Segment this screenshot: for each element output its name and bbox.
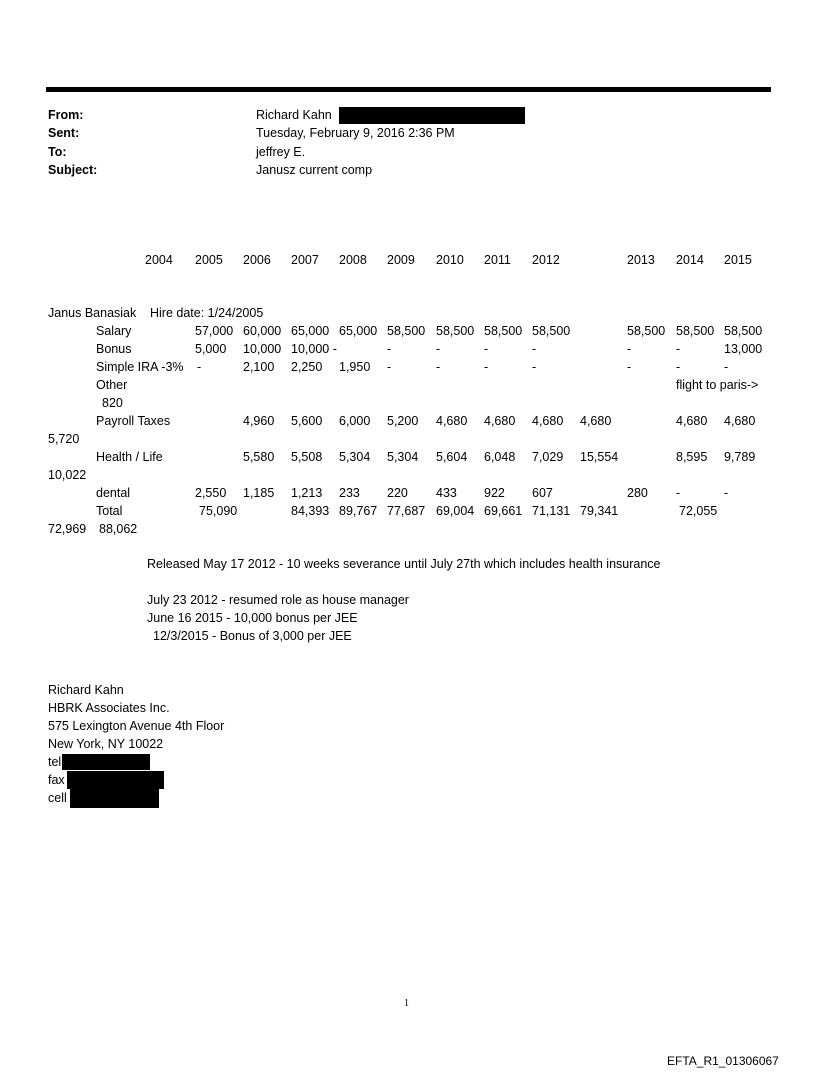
redacted-cell (70, 789, 159, 808)
table-cell: 13,000 (724, 342, 763, 356)
redacted-email (339, 107, 525, 124)
to-value: jeffrey E. (256, 145, 306, 159)
table-cell: 75,090 (199, 504, 238, 518)
table-cell: 1,185 (243, 486, 275, 500)
table-cell: 65,000 (339, 324, 378, 338)
header-rule (46, 87, 771, 92)
subject-value: Janusz current comp (256, 163, 373, 177)
fax-label: fax (48, 773, 65, 787)
row-label: Bonus (96, 342, 132, 356)
year-cell: 2010 (436, 253, 464, 267)
table-cell: 10,000 - (291, 342, 337, 356)
table-cell: 9,789 (724, 450, 756, 464)
table-cell: - (627, 342, 632, 356)
table-cell: 4,680 (436, 414, 468, 428)
hire-date: Hire date: 1/24/2005 (150, 306, 264, 320)
table-cell: - (197, 360, 202, 374)
year-cell: 2009 (387, 253, 415, 267)
note-bonus-june: June 16 2015 - 10,000 bonus per JEE (147, 611, 358, 625)
row-label: Payroll Taxes (96, 414, 171, 428)
row-label: Other (96, 378, 128, 392)
table-cell: 1,950 (339, 360, 371, 374)
table-cell: 8,595 (676, 450, 708, 464)
table-cell: 77,687 (387, 504, 426, 518)
table-cell: - (436, 360, 441, 374)
table-cell: 71,131 (532, 504, 571, 518)
table-cell: 5,580 (243, 450, 275, 464)
other-note: flight to paris-> (676, 378, 759, 392)
year-cell: 2008 (339, 253, 367, 267)
from-label: From: (48, 108, 84, 122)
table-cell: 89,767 (339, 504, 378, 518)
table-cell: 58,500 (484, 324, 523, 338)
table-cell: 69,004 (436, 504, 475, 518)
table-cell: 5,304 (339, 450, 371, 464)
table-cell: 60,000 (243, 324, 282, 338)
table-cell: 4,680 (484, 414, 516, 428)
table-cell: 5,304 (387, 450, 419, 464)
from-value: Richard Kahn (256, 108, 332, 122)
table-cell: - (724, 360, 729, 374)
table-cell: 433 (436, 486, 457, 500)
table-cell: 84,393 (291, 504, 330, 518)
table-cell: 4,680 (532, 414, 564, 428)
employee-name: Janus Banasiak (48, 306, 137, 320)
table-cell: 79,341 (580, 504, 619, 518)
year-cell: 2004 (145, 253, 173, 267)
year-cell: 2006 (243, 253, 271, 267)
table-cell: 72,969 (48, 522, 87, 536)
table-cell: 69,661 (484, 504, 523, 518)
row-label: Total (96, 504, 123, 518)
table-cell: 233 (339, 486, 360, 500)
table-cell: 15,554 (580, 450, 619, 464)
table-cell: 57,000 (195, 324, 234, 338)
table-cell: - (484, 360, 489, 374)
table-cell: 607 (532, 486, 553, 500)
table-cell: 58,500 (387, 324, 426, 338)
subject-label: Subject: (48, 163, 98, 177)
sent-label: Sent: (48, 126, 80, 140)
cell-label: cell (48, 791, 67, 805)
table-cell: - (387, 360, 392, 374)
redacted-tel (62, 754, 150, 770)
table-cell: 6,048 (484, 450, 516, 464)
table-cell: - (676, 360, 681, 374)
table-cell: 4,680 (580, 414, 612, 428)
sent-value: Tuesday, February 9, 2016 2:36 PM (256, 126, 455, 140)
table-cell: 7,029 (532, 450, 564, 464)
row-label: Simple IRA -3% (96, 360, 184, 374)
year-cell: 2011 (484, 253, 511, 267)
table-cell: - (676, 486, 681, 500)
to-label: To: (48, 145, 67, 159)
table-cell: 58,500 (436, 324, 475, 338)
year-cell: 2015 (724, 253, 752, 267)
table-cell: 88,062 (99, 522, 138, 536)
table-cell: - (532, 360, 537, 374)
table-cell: 10,000 (243, 342, 282, 356)
signature-address: 575 Lexington Avenue 4th Floor (48, 719, 225, 733)
signature-company: HBRK Associates Inc. (48, 701, 170, 715)
table-cell: 6,000 (339, 414, 371, 428)
year-cell: 2005 (195, 253, 223, 267)
table-cell: 2,100 (243, 360, 275, 374)
table-cell: 5,000 (195, 342, 227, 356)
table-cell: 4,680 (676, 414, 708, 428)
tel-label: tel (48, 755, 62, 769)
note-released: Released May 17 2012 - 10 weeks severance until July 27th which includes health insurance (147, 557, 661, 571)
year-cell: 2014 (676, 253, 704, 267)
year-cell: 2013 (627, 253, 655, 267)
table-cell: - (724, 486, 729, 500)
table-cell: - (484, 342, 489, 356)
row-label: Health / Life (96, 450, 163, 464)
table-cell: 4,960 (243, 414, 275, 428)
page-number: 1 (404, 998, 409, 1009)
table-cell: 1,213 (291, 486, 323, 500)
signature-name: Richard Kahn (48, 683, 124, 697)
year-cell: 2007 (291, 253, 319, 267)
table-cell: 5,720 (48, 432, 80, 446)
table-cell: 5,200 (387, 414, 419, 428)
table-cell: 72,055 (679, 504, 718, 518)
table-cell: - (627, 360, 632, 374)
table-cell: 65,000 (291, 324, 330, 338)
table-cell: 5,600 (291, 414, 323, 428)
signature-city: New York, NY 10022 (48, 737, 164, 751)
table-cell: 58,500 (627, 324, 666, 338)
note-bonus-dec: 12/3/2015 - Bonus of 3,000 per JEE (153, 629, 352, 643)
table-cell: 2,250 (291, 360, 323, 374)
table-cell: 5,508 (291, 450, 323, 464)
table-cell: 220 (387, 486, 408, 500)
table-cell: 922 (484, 486, 505, 500)
table-cell: 820 (102, 396, 123, 410)
table-cell: 4,680 (724, 414, 756, 428)
redacted-fax (67, 771, 164, 789)
table-cell: - (676, 342, 681, 356)
table-cell: 280 (627, 486, 648, 500)
table-cell: - (436, 342, 441, 356)
table-cell: 2,550 (195, 486, 227, 500)
table-cell: 58,500 (724, 324, 763, 338)
row-label: dental (96, 486, 131, 500)
table-cell: - (532, 342, 537, 356)
document-id: EFTA_R1_01306067 (667, 1054, 779, 1068)
year-cell: 2012 (532, 253, 560, 267)
table-cell: - (387, 342, 392, 356)
note-resumed: July 23 2012 - resumed role as house manager (147, 593, 409, 607)
table-cell: 58,500 (676, 324, 715, 338)
table-cell: 10,022 (48, 468, 87, 482)
table-cell: 58,500 (532, 324, 571, 338)
table-cell: 5,604 (436, 450, 468, 464)
row-label: Salary (96, 324, 132, 338)
